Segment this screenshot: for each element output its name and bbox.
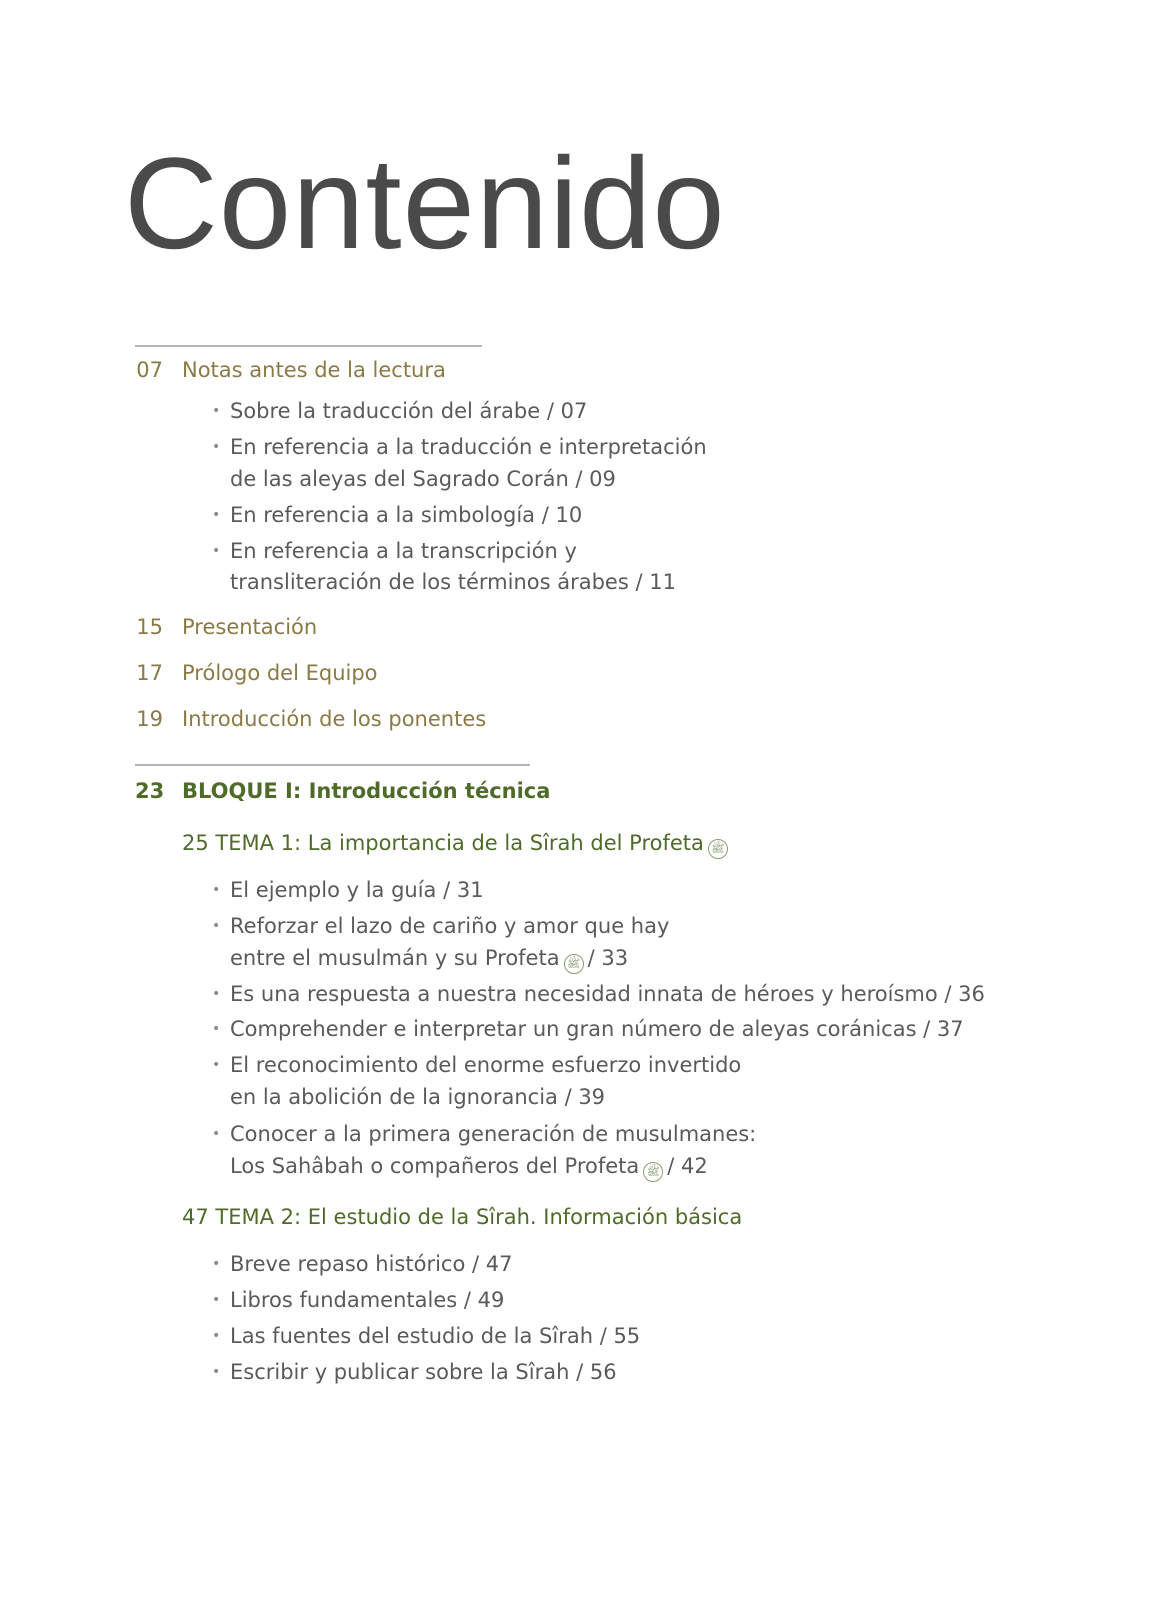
toc-page-number: 17: [136, 661, 163, 685]
toc-entry-label: Introducción de los ponentes: [182, 707, 487, 731]
page-title: Contenido: [124, 130, 726, 276]
bullet-icon: •: [212, 882, 221, 898]
toc-page-number: 19: [136, 707, 163, 731]
bullet-icon: •: [212, 1364, 221, 1380]
bullet-icon: •: [212, 1021, 221, 1037]
honorific-icon: ﷺ: [564, 954, 584, 974]
toc-entry-label: BLOQUE I: Introducción técnica: [182, 779, 551, 803]
toc-tema-2[interactable]: [182, 1205, 742, 1229]
bullet-icon: •: [212, 986, 221, 1002]
bullet-icon: •: [212, 1256, 221, 1272]
section-divider: [135, 764, 530, 766]
tema-title: 25 TEMA 1: La importancia de la Sîrah del Profeta: [182, 831, 704, 855]
bullet-icon: •: [212, 1328, 221, 1344]
section-divider: [135, 345, 482, 347]
toc-entry-label: Prólogo del Equipo: [182, 661, 378, 685]
toc-entry-label: Notas antes de la lectura: [182, 358, 446, 382]
bullet-icon: •: [212, 507, 221, 523]
toc-page-number: 07: [136, 358, 163, 382]
tema-title: 47 TEMA 2: El estudio de la Sîrah. Información básica: [182, 1205, 743, 1229]
bullet-icon: •: [212, 1126, 221, 1142]
bullet-icon: •: [212, 543, 221, 559]
toc-page-number: 23: [135, 779, 165, 803]
bullet-icon: •: [212, 1292, 221, 1308]
bullet-icon: •: [212, 918, 221, 934]
bullet-icon: •: [212, 439, 221, 455]
toc-page-number: 15: [136, 615, 163, 639]
toc-entry-label: Presentación: [182, 615, 318, 639]
honorific-icon: ﷺ: [643, 1162, 663, 1182]
bullet-icon: •: [212, 1057, 221, 1073]
toc-tema-1[interactable]: [182, 831, 732, 859]
bullet-icon: •: [212, 403, 221, 419]
honorific-icon: ﷺ: [708, 839, 728, 859]
